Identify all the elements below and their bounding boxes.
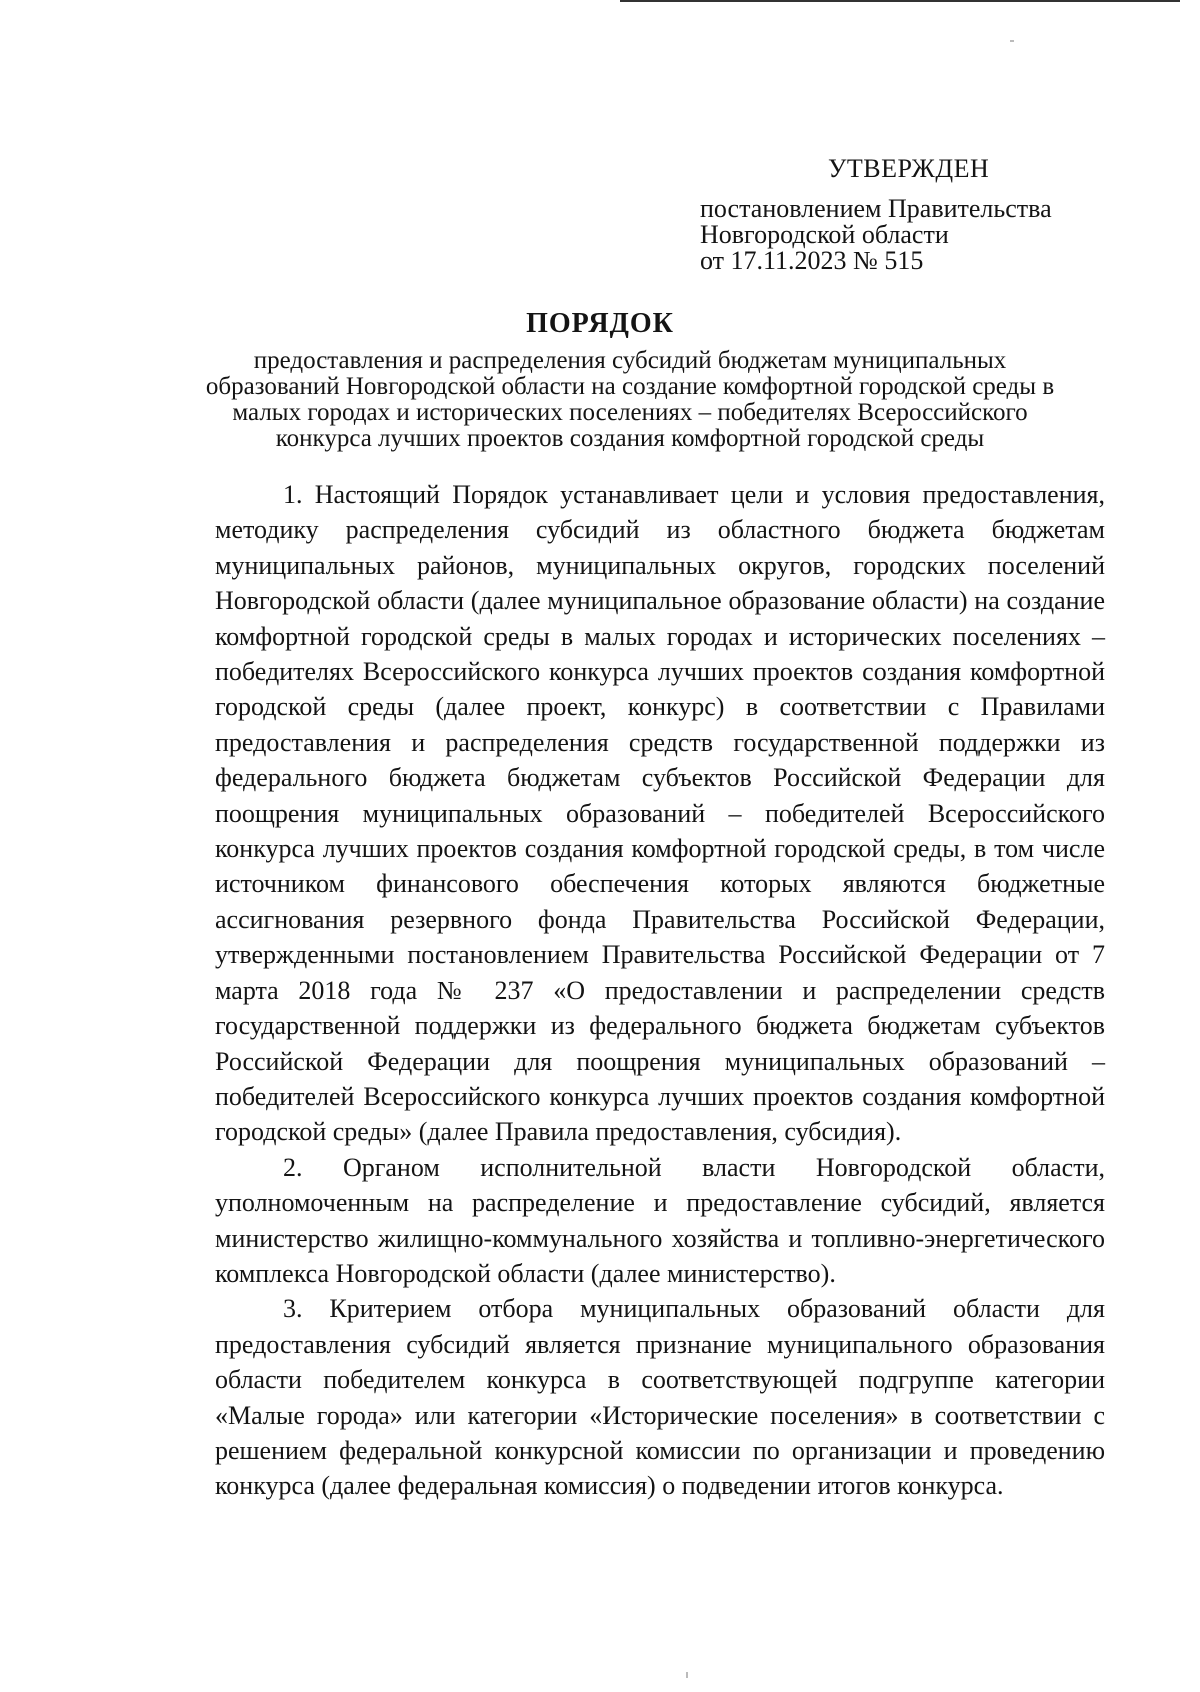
approval-line: постановлением Правительства (700, 194, 1052, 223)
paragraph-2: 2. Органом исполнительной власти Новгородской области, уполномоченным на распределение и предоставление субсидий, является министерство жилищно-коммунального хозяйства и топливно-энергетического комплекса Новгородской области (далее министерство). (215, 1152, 1105, 1288)
scan-artifact (1010, 40, 1014, 42)
document-subtitle: предоставления и распределения субсидий бюджетам муниципальных образований Новгородской области на создание комфортной городской среды в малых городах и исторических поселениях – победителях Всероссийского конкурса лучших проектов создания комфортной городской среды (205, 347, 1055, 452)
document-title: ПОРЯДОК (526, 308, 674, 339)
approval-word: УТВЕРЖДЕН (828, 154, 990, 183)
paragraph-3: 3. Критерием отбора муниципальных образований области для предоставления субсидий является признание муниципального образования области победителем конкурса в соответствующей подгруппе категории «Малые города» или категории «Исторические поселения» в соответствии с решением федеральной конкурсной комиссии по организации и проведению конкурса (далее федеральная комиссия) о подведении итогов конкурса. (215, 1294, 1105, 1501)
top-scan-rule (620, 0, 1180, 5)
approval-lines (700, 196, 1052, 274)
scan-artifact (686, 1672, 688, 1678)
approval-line: Новгородской области (700, 220, 949, 249)
approval-line: от 17.11.2023 № 515 (700, 246, 924, 275)
paragraph-1: 1. Настоящий Порядок устанавливает цели и условия предоставления, методику распределения субсидий из областного бюджета бюджетам муниципальных районов, муниципальных округов, городских поселений Новгородской области (далее муниципальное образование области) на создание комфортной городской среды в малых городах и исторических поселениях – победителях Всероссийского конкурса лучших проектов создания комфортной городской среды (далее проект, конкурс) в соответствии с Правилами предоставления и распределения средств государственной поддержки из федерального бюджета бюджетам субъектов Российской Федерации для поощрения муниципальных образований – победителей Всероссийского конкурса лучших проектов создания комфортной городской среды, в том числе источником финансового обеспечения которых являются бюджетные ассигнования резервного фонда Правительства Российской Федерации, утвержденными постановлением Правительства Российской Федерации от 7 марта 2018 года № 237 «О предоставлении и распределении средств государственной поддержки из федерального бюджета бюджетам субъектов Российской Федерации для поощрения муниципальных образований – победителей Всероссийского конкурса лучших проектов создания комфортной городской среды» (далее Правила предоставления, субсидия). (215, 480, 1105, 1147)
document-body (215, 477, 1105, 1504)
